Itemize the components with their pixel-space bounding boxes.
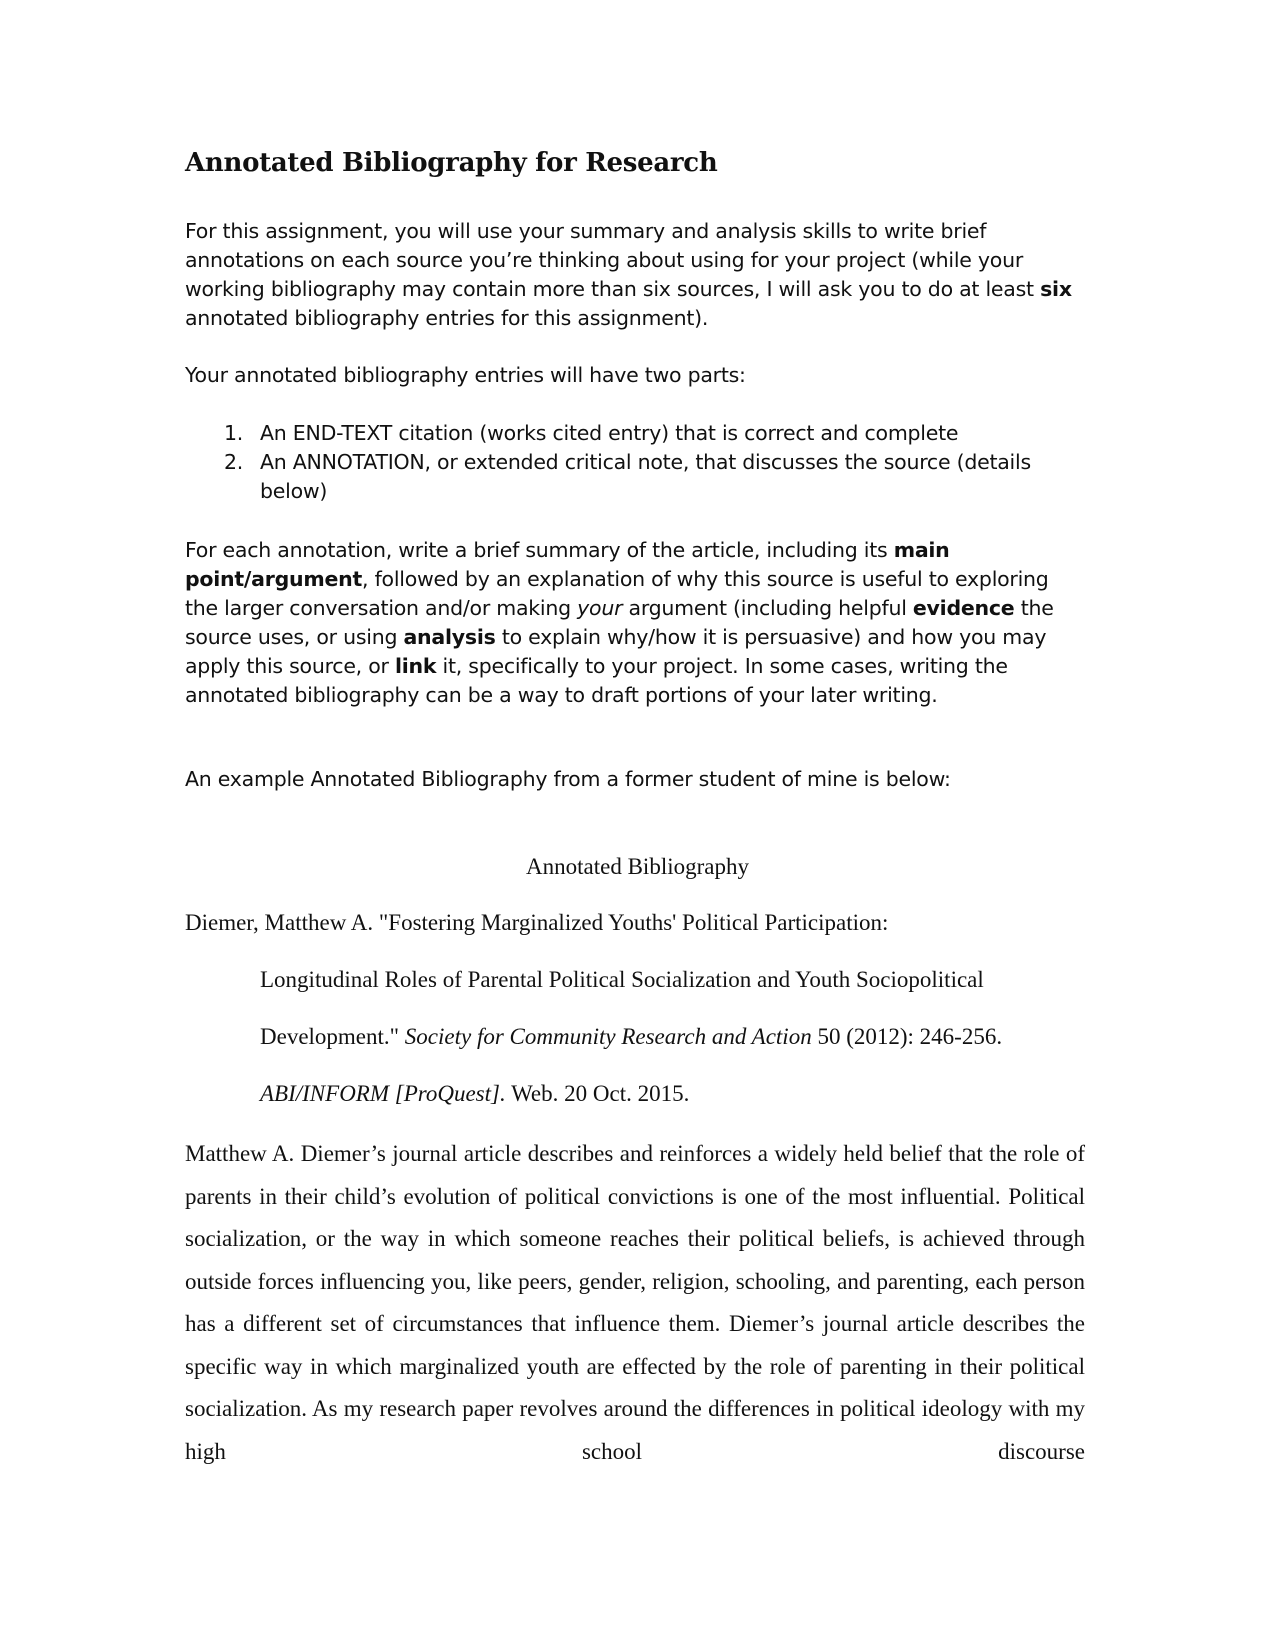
example-heading: Annotated Bibliography <box>526 854 749 879</box>
bold-main-point: main point/argument <box>185 538 950 591</box>
instructions-text: argument (including helpful <box>622 596 913 620</box>
list-item <box>185 448 1085 506</box>
citation-line-4 <box>260 1079 689 1109</box>
intro-text: For this assignment, you will use your summary and analysis skills to write brief annotations on each source you’re thinking about using for your project (while your working bibliography may contain more than six sources, I will ask you to do at least <box>185 219 1041 301</box>
instructions-text: , followed by an explanation of why this source is useful to exploring the larger conversation and/or making <box>185 567 1049 620</box>
list-number: 1. <box>224 421 244 445</box>
journal-title: Society for Community Research and Action <box>404 1024 812 1049</box>
italic-your: your <box>577 596 623 620</box>
annotation-paragraph: Matthew A. Diemer’s journal article describes and reinforces a widely held belief that the role of parents in their child’s evolution of political convictions is one of the most influential. Political socialization, or the way in which someone reaches their political beliefs, is achieved through outside forces influencing you, like peers, gender, religion, schooling, and parenting, each person has a different set of circumstances that influence them. Diemer’s journal article describes the specific way in which marginalized youth are effected by the role of parenting in their political socialization. As my research paper revolves around the differences in political ideology with my high school discourse <box>185 1141 1085 1464</box>
bold-evidence: evidence <box>912 596 1015 620</box>
citation-line-1: Diemer, Matthew A. "Fostering Marginalized Youths' Political Participation: <box>185 910 889 935</box>
instructions-text: to explain why/how it is persuasive) and how you may apply this source, or <box>185 625 1047 678</box>
list-item <box>185 419 1085 448</box>
bold-link: link <box>394 654 437 678</box>
citation-line-3 <box>260 1022 1002 1052</box>
list-item-text: An END-TEXT citation (works cited entry) that is correct and complete <box>260 421 959 445</box>
instructions-text: it, specifically to your project. In some cases, writing the annotated bibliography can be a way to draft portions of your later writing. <box>185 654 1008 707</box>
citation-text: Development." <box>260 1024 405 1049</box>
instructions-paragraph <box>185 536 1085 710</box>
citation-text: 50 (2012): 246-256. <box>811 1024 1003 1049</box>
example-intro: An example Annotated Bibliography from a former student of mine is below: <box>185 767 951 791</box>
parts-intro: Your annotated bibliography entries will have two parts: <box>185 363 746 387</box>
citation-line-2: Longitudinal Roles of Parental Political Socialization and Youth Sociopolitical <box>260 967 984 992</box>
bold-analysis: analysis <box>403 625 496 649</box>
list-item-text: An ANNOTATION, or extended critical note, that discusses the source (details below) <box>260 450 1031 503</box>
intro-text-end: annotated bibliography entries for this assignment). <box>185 306 709 330</box>
database-name: ABI/INFORM [ProQuest]. <box>260 1081 506 1106</box>
instructions-text: For each annotation, write a brief summary of the article, including its <box>185 538 894 562</box>
instructions-text: the source uses, or using <box>185 596 1054 649</box>
parts-list <box>185 419 1085 506</box>
citation-text: Web. 20 Oct. 2015. <box>505 1081 690 1106</box>
intro-bold-six: six <box>1040 277 1072 301</box>
intro-paragraph <box>185 217 1085 333</box>
list-number: 2. <box>224 450 244 474</box>
page-title: Annotated Bibliography for Research <box>185 148 718 178</box>
